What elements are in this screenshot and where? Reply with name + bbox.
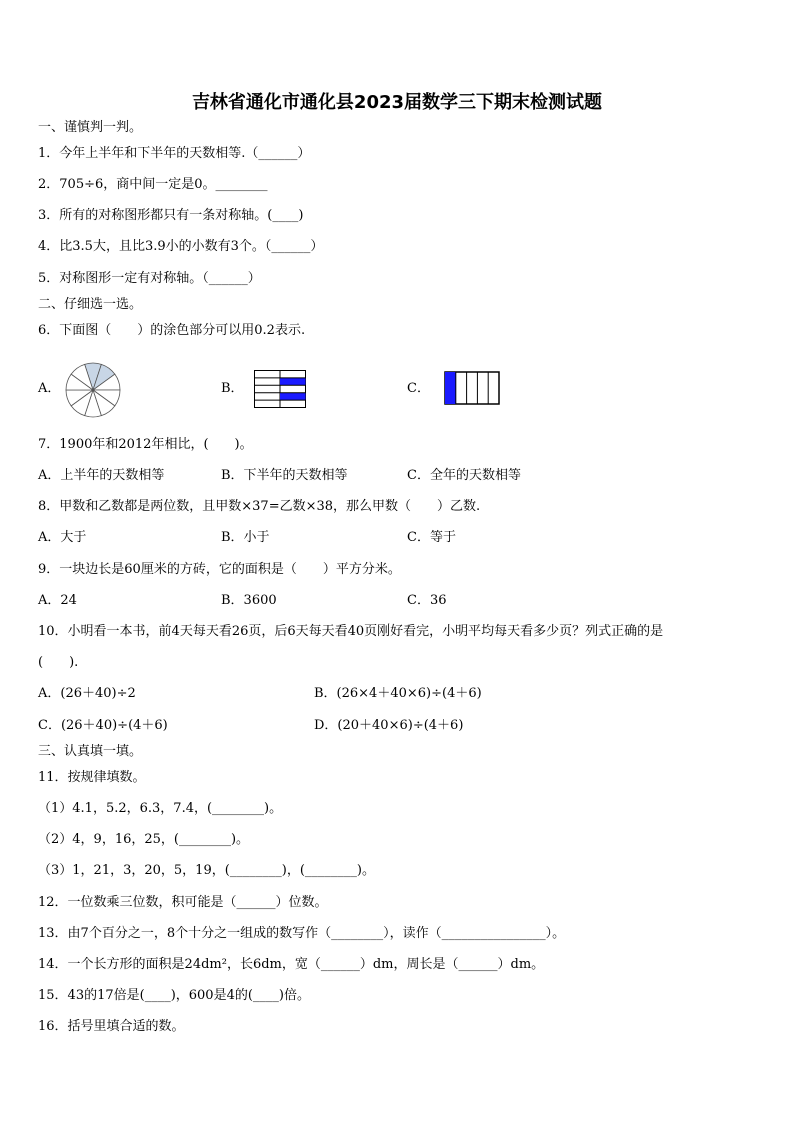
q6-b-shaded-1 <box>280 378 306 385</box>
q8-option-a: A．大于 <box>38 530 87 545</box>
q6-option-c-label: C． <box>407 381 430 396</box>
question-13: 13．由7个百分之一，8个十分之一组成的数写作（________），读作（________________）。 <box>38 926 566 941</box>
question-16: 16．括号里填合适的数。 <box>38 1019 185 1034</box>
section-2-heading: 二、仔细选一选。 <box>38 297 143 312</box>
question-10-continued: ( ). <box>38 655 79 670</box>
q6-option-a-label: A． <box>38 381 61 396</box>
question-12: 12．一位数乘三位数，积可能是（______）位数。 <box>38 895 328 910</box>
q6-figure-rectangle-columns <box>444 371 500 405</box>
question-15: 15．43的17倍是(____)，600是4的(____)倍。 <box>38 988 310 1003</box>
q10-option-d: D．(20＋40×6)÷(4＋6) <box>314 718 464 733</box>
question-6: 6．下面图（ ）的涂色部分可以用0.2表示. <box>38 323 306 338</box>
q10-option-c: C．(26＋40)÷(4＋6) <box>38 718 168 733</box>
q6-c-shaded <box>445 372 456 404</box>
q7-option-c: C．全年的天数相等 <box>407 468 521 483</box>
q6-option-b-label: B． <box>221 381 244 396</box>
question-8: 8．甲数和乙数都是两位数，且甲数×37=乙数×38，那么甲数（ ）乙数. <box>38 499 481 514</box>
section-3-heading: 三、认真填一填。 <box>38 744 143 759</box>
q7-option-b: B．下半年的天数相等 <box>221 468 348 483</box>
q9-option-b: B．3600 <box>221 593 277 608</box>
question-5: 5．对称图形一定有对称轴。（______） <box>38 271 261 286</box>
question-2: 2．705÷6，商中间一定是0。________ <box>38 177 268 192</box>
question-3: 3．所有的对称图形都只有一条对称轴。(____) <box>38 208 304 223</box>
section-1-heading: 一、谨慎判一判。 <box>38 120 143 135</box>
page-title: 吉林省通化市通化县2023届数学三下期末检测试题 <box>191 92 603 113</box>
question-10: 10．小明看一本书，前4天每天看26页，后6天每天看40页刚好看完，小明平均每天看多少页？列式正确的是 <box>38 624 664 639</box>
question-4: 4．比3.5大，且比3.9小的小数有3个。（______） <box>38 239 324 254</box>
q6-b-shaded-2 <box>280 393 306 400</box>
q6-figure-rectangle-rows <box>254 370 306 408</box>
q10-option-a: A．(26＋40)÷2 <box>38 686 136 701</box>
question-1: 1．今年上半年和下半年的天数相等.（______） <box>38 146 311 161</box>
q8-option-b: B．小于 <box>221 530 270 545</box>
q9-option-c: C．36 <box>407 593 447 608</box>
q7-option-a: A．上半年的天数相等 <box>38 468 165 483</box>
question-11-part-2: （2）4，9，16，25，(________)。 <box>38 832 250 847</box>
question-7: 7．1900年和2012年相比，( )。 <box>38 437 253 452</box>
question-11: 11．按规律填数。 <box>38 770 146 785</box>
q9-option-a: A．24 <box>38 593 77 608</box>
q6-figure-circle <box>64 361 122 419</box>
question-11-part-3: （3）1，21，3，20，5，19，(________)，(________)。 <box>38 863 375 878</box>
question-11-part-1: （1）4.1，5.2，6.3，7.4，(________)。 <box>38 801 283 816</box>
q8-option-c: C．等于 <box>407 530 456 545</box>
question-9: 9．一块边长是60厘米的方砖，它的面积是（ ）平方分米。 <box>38 562 401 577</box>
question-14: 14．一个长方形的面积是24dm²，长6dm，宽（______）dm，周长是（______）dm。 <box>38 957 545 972</box>
q10-option-b: B．(26×4＋40×6)÷(4＋6) <box>314 686 482 701</box>
